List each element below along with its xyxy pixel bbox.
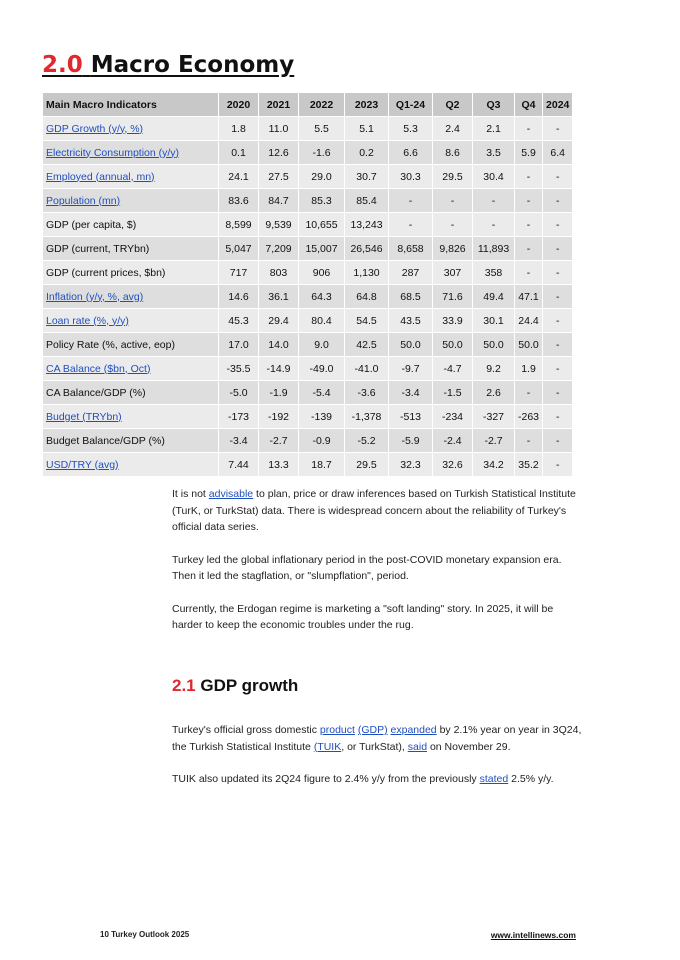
- intro-paragraph-1: It is not advisable to plan, price or draw inferences based on Turkish Statistical Institute (TurK, or TurkStat) data. There is widespread concern about the reliability of Turkey's official data series.: [172, 488, 576, 533]
- table-cell: -1,378: [345, 405, 389, 429]
- intro-paragraph-3: Currently, the Erdogan regime is marketing a "soft landing" story. In 2025, it will be harder to keep the economic troubles under the rug.: [172, 602, 554, 631]
- table-cell: 8,599: [219, 213, 259, 237]
- table-cell: -: [543, 285, 573, 309]
- header-indicator: Main Macro Indicators: [43, 93, 219, 117]
- table-cell: 6.4: [543, 141, 573, 165]
- table-cell: 15,007: [299, 237, 345, 261]
- table-cell: -192: [259, 405, 299, 429]
- indicator-link[interactable]: Employed (annual, mn): [43, 165, 219, 189]
- table-cell: -327: [473, 405, 515, 429]
- indicator-label: GDP (per capita, $): [43, 213, 219, 237]
- table-cell: 35.2: [515, 453, 543, 477]
- table-row: [43, 213, 573, 237]
- table-cell: 85.3: [299, 189, 345, 213]
- table-cell: 2.1: [473, 117, 515, 141]
- table-cell: 7.44: [219, 453, 259, 477]
- table-cell: 29.0: [299, 165, 345, 189]
- table-cell: 1,130: [345, 261, 389, 285]
- table-cell: 287: [389, 261, 433, 285]
- table-cell: -: [543, 237, 573, 261]
- table-row: [43, 261, 573, 285]
- gdp-text: [172, 722, 582, 788]
- header-period: Q4: [515, 93, 543, 117]
- indicator-link[interactable]: Electricity Consumption (y/y): [43, 141, 219, 165]
- table-cell: -: [543, 213, 573, 237]
- table-cell: -49.0: [299, 357, 345, 381]
- table-cell: 8,658: [389, 237, 433, 261]
- table-row: [43, 429, 573, 453]
- table-cell: -: [543, 429, 573, 453]
- gdp-paragraph-2: TUIK also updated its 2Q24 figure to 2.4% y/y from the previously stated 2.5% y/y.: [172, 773, 554, 785]
- indicator-link[interactable]: CA Balance ($bn, Oct): [43, 357, 219, 381]
- table-cell: 10,655: [299, 213, 345, 237]
- header-period: Q2: [433, 93, 473, 117]
- table-cell: 45.3: [219, 309, 259, 333]
- table-cell: 17.0: [219, 333, 259, 357]
- section-number: 2.0: [42, 52, 83, 78]
- table-cell: 34.2: [473, 453, 515, 477]
- footer-website-link[interactable]: www.intellinews.com: [490, 930, 576, 940]
- table-cell: -5.2: [345, 429, 389, 453]
- table-cell: 47.1: [515, 285, 543, 309]
- table-cell: 0.1: [219, 141, 259, 165]
- table-cell: -: [515, 165, 543, 189]
- said-link[interactable]: said: [407, 740, 428, 753]
- table-cell: 32.6: [433, 453, 473, 477]
- header-period: Q3: [473, 93, 515, 117]
- table-cell: 54.5: [345, 309, 389, 333]
- table-row: [43, 453, 573, 477]
- table-cell: -: [543, 453, 573, 477]
- table-cell: -513: [389, 405, 433, 429]
- table-cell: -: [433, 189, 473, 213]
- indicator-link[interactable]: Loan rate (%, y/y): [43, 309, 219, 333]
- table-body: [43, 117, 573, 477]
- table-cell: -2.4: [433, 429, 473, 453]
- table-cell: -3.4: [389, 381, 433, 405]
- table-cell: -173: [219, 405, 259, 429]
- table-cell: -4.7: [433, 357, 473, 381]
- table-cell: 6.6: [389, 141, 433, 165]
- table-cell: 2.6: [473, 381, 515, 405]
- table-cell: 85.4: [345, 189, 389, 213]
- section-heading: [42, 52, 294, 78]
- indicator-label: GDP (current, TRYbn): [43, 237, 219, 261]
- table-cell: 307: [433, 261, 473, 285]
- table-cell: 50.0: [433, 333, 473, 357]
- table-row: [43, 117, 573, 141]
- table-cell: -: [543, 117, 573, 141]
- table-cell: -5.4: [299, 381, 345, 405]
- intro-text: [172, 486, 582, 634]
- table-cell: -263: [515, 405, 543, 429]
- table-cell: -3.4: [219, 429, 259, 453]
- table-cell: 29.5: [433, 165, 473, 189]
- table-row: [43, 189, 573, 213]
- table-cell: 5.9: [515, 141, 543, 165]
- table-cell: 84.7: [259, 189, 299, 213]
- table-cell: 36.1: [259, 285, 299, 309]
- table-row: [43, 405, 573, 429]
- header-period: 2020: [219, 93, 259, 117]
- table-cell: 9.2: [473, 357, 515, 381]
- table-cell: -: [433, 213, 473, 237]
- table-row: [43, 237, 573, 261]
- indicator-link[interactable]: USD/TRY (avg): [43, 453, 219, 477]
- table-cell: 5.3: [389, 117, 433, 141]
- product-link[interactable]: product: [319, 724, 355, 736]
- table-cell: -: [515, 117, 543, 141]
- table-cell: 24.1: [219, 165, 259, 189]
- table-cell: 24.4: [515, 309, 543, 333]
- table-cell: 29.5: [345, 453, 389, 477]
- table-cell: -1.6: [299, 141, 345, 165]
- table-cell: 26,546: [345, 237, 389, 261]
- table-row: [43, 285, 573, 309]
- table-cell: 14.0: [259, 333, 299, 357]
- table-cell: 11.0: [259, 117, 299, 141]
- header-period: 2024: [543, 93, 573, 117]
- table-row: [43, 309, 573, 333]
- table-cell: -14.9: [259, 357, 299, 381]
- indicator-label: Policy Rate (%, active, eop): [43, 333, 219, 357]
- table-cell: 11,893: [473, 237, 515, 261]
- table-cell: 32.3: [389, 453, 433, 477]
- table-cell: 50.0: [515, 333, 543, 357]
- table-cell: -5.0: [219, 381, 259, 405]
- table-cell: -: [543, 381, 573, 405]
- table-cell: 7,209: [259, 237, 299, 261]
- table-cell: 14.6: [219, 285, 259, 309]
- table-cell: 80.4: [299, 309, 345, 333]
- table-row: [43, 141, 573, 165]
- table-cell: 12.6: [259, 141, 299, 165]
- table-cell: 717: [219, 261, 259, 285]
- table-cell: 30.4: [473, 165, 515, 189]
- table-cell: 33.9: [433, 309, 473, 333]
- table-cell: -: [543, 189, 573, 213]
- table-cell: -: [515, 237, 543, 261]
- table-cell: 30.1: [473, 309, 515, 333]
- table-cell: 64.8: [345, 285, 389, 309]
- table-cell: -0.9: [299, 429, 345, 453]
- table-cell: -: [389, 213, 433, 237]
- table-cell: 5.1: [345, 117, 389, 141]
- table-cell: -: [543, 333, 573, 357]
- table-header-row: [43, 93, 573, 117]
- table-cell: -2.7: [259, 429, 299, 453]
- table-cell: 50.0: [473, 333, 515, 357]
- header-period: 2022: [299, 93, 345, 117]
- table-cell: 71.6: [433, 285, 473, 309]
- indicator-link[interactable]: Population (mn): [43, 189, 219, 213]
- indicator-link[interactable]: Budget (TRYbn): [43, 405, 219, 429]
- table-cell: 9,539: [259, 213, 299, 237]
- table-cell: 1.8: [219, 117, 259, 141]
- table-cell: 27.5: [259, 165, 299, 189]
- table-cell: 43.5: [389, 309, 433, 333]
- header-period: 2023: [345, 93, 389, 117]
- table-row: [43, 333, 573, 357]
- table-cell: 803: [259, 261, 299, 285]
- table-cell: 9,826: [433, 237, 473, 261]
- indicator-label: CA Balance/GDP (%): [43, 381, 219, 405]
- table-cell: 1.9: [515, 357, 543, 381]
- indicator-link[interactable]: Inflation (y/y, %, avg): [43, 285, 219, 309]
- table-cell: -: [389, 189, 433, 213]
- macro-indicators-table: [42, 92, 573, 477]
- header-period: Q1-24: [389, 93, 433, 117]
- table-cell: 42.5: [345, 333, 389, 357]
- table-cell: -1.5: [433, 381, 473, 405]
- indicator-label: Budget Balance/GDP (%): [43, 429, 219, 453]
- gdp-paragraph-1: Turkey's official gross domestic product (GDP) expanded by 2.1% year on year in 3Q24, the Turkish Statistical Institute (TUIK, or TurkStat), said on November 29.: [172, 724, 582, 753]
- table-cell: -234: [433, 405, 473, 429]
- table-cell: 68.5: [389, 285, 433, 309]
- table-cell: -139: [299, 405, 345, 429]
- table-cell: -: [473, 189, 515, 213]
- subsection-title: GDP growth: [200, 676, 299, 695]
- tuik-link[interactable]: (TUIK: [313, 740, 342, 753]
- table-cell: 8.6: [433, 141, 473, 165]
- table-cell: 3.5: [473, 141, 515, 165]
- advisable-link[interactable]: advisable: [208, 488, 254, 500]
- table-row: [43, 165, 573, 189]
- table-cell: -: [473, 213, 515, 237]
- table-row: [43, 381, 573, 405]
- table-cell: -: [543, 309, 573, 333]
- table-cell: 30.3: [389, 165, 433, 189]
- table-cell: 49.4: [473, 285, 515, 309]
- table-cell: 30.7: [345, 165, 389, 189]
- table-cell: -41.0: [345, 357, 389, 381]
- footer-page-label: 10 Turkey Outlook 2025: [100, 930, 190, 939]
- table-cell: 0.2: [345, 141, 389, 165]
- gdp-link[interactable]: (GDP): [357, 724, 388, 736]
- table-cell: 50.0: [389, 333, 433, 357]
- intro-paragraph-2: Turkey led the global inflationary period in the post-COVID monetary expansion era. Then it led the stagflation, or "slumpflation", period.: [172, 553, 562, 582]
- table-cell: -: [515, 381, 543, 405]
- table-cell: -35.5: [219, 357, 259, 381]
- table-cell: 2.4: [433, 117, 473, 141]
- table-cell: 83.6: [219, 189, 259, 213]
- table-cell: -: [515, 261, 543, 285]
- table-cell: -9.7: [389, 357, 433, 381]
- table-cell: 29.4: [259, 309, 299, 333]
- header-period: 2021: [259, 93, 299, 117]
- table-cell: -: [543, 165, 573, 189]
- table-cell: -: [543, 357, 573, 381]
- table-cell: 5,047: [219, 237, 259, 261]
- table-row: [43, 357, 573, 381]
- table-cell: -: [515, 189, 543, 213]
- table-cell: -2.7: [473, 429, 515, 453]
- stated-link[interactable]: stated: [479, 773, 509, 785]
- table-cell: -: [543, 405, 573, 429]
- table-cell: 5.5: [299, 117, 345, 141]
- table-cell: -: [543, 261, 573, 285]
- table-cell: 13,243: [345, 213, 389, 237]
- subsection-heading: [172, 676, 298, 696]
- table-cell: 906: [299, 261, 345, 285]
- subsection-number: 2.1: [172, 676, 196, 695]
- table-cell: -: [515, 429, 543, 453]
- expanded-link[interactable]: expanded: [390, 724, 437, 736]
- table-cell: 18.7: [299, 453, 345, 477]
- table-cell: -: [515, 213, 543, 237]
- table-cell: 9.0: [299, 333, 345, 357]
- section-title: Macro Economy: [90, 52, 295, 78]
- table-cell: -3.6: [345, 381, 389, 405]
- table-cell: 13.3: [259, 453, 299, 477]
- table-cell: -1.9: [259, 381, 299, 405]
- table-cell: -5.9: [389, 429, 433, 453]
- indicator-link[interactable]: GDP Growth (y/y, %): [43, 117, 219, 141]
- indicator-label: GDP (current prices, $bn): [43, 261, 219, 285]
- table-cell: 358: [473, 261, 515, 285]
- table-cell: 64.3: [299, 285, 345, 309]
